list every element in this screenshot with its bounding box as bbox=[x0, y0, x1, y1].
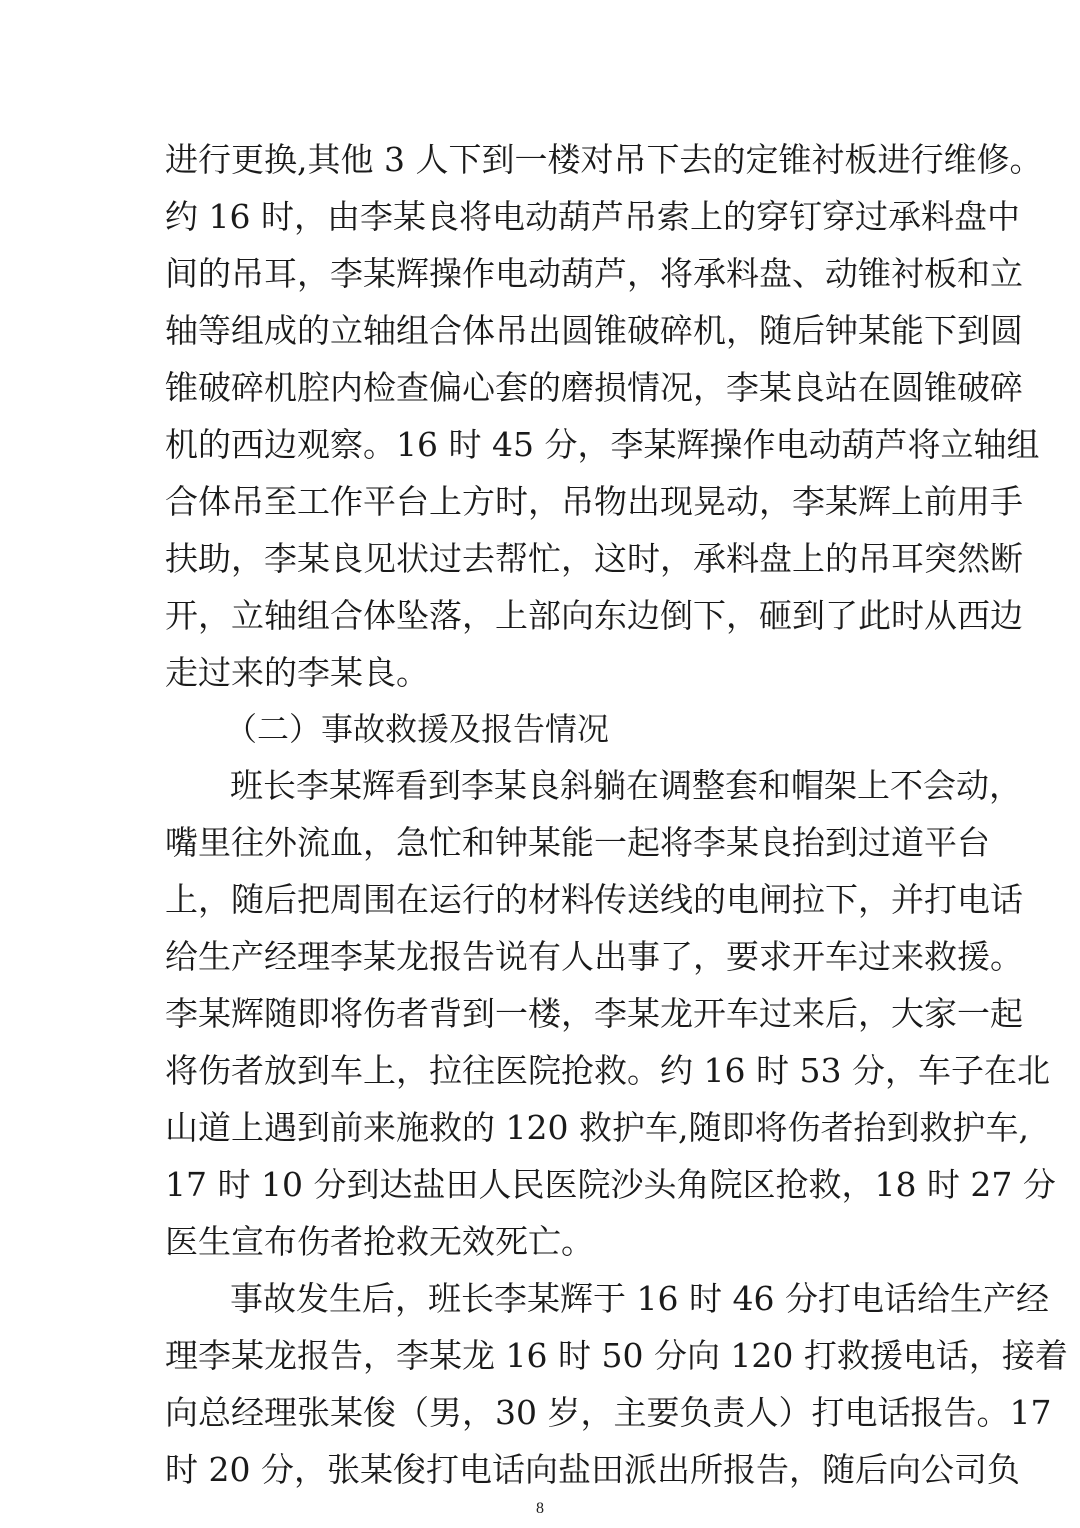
text-line: 给生产经理李某龙报告说有人出事了，要求开车过来救援。 bbox=[165, 937, 1023, 976]
section-heading: （二）事故救援及报告情况 bbox=[225, 710, 610, 748]
text-line: 医生宣布伤者抢救无效死亡。 bbox=[165, 1222, 594, 1261]
text-line: 理李某龙报告，李某龙 16 时 50 分向 120 打救援电话，接着 bbox=[165, 1336, 1068, 1375]
text-line: 17 时 10 分到达盐田人民医院沙头角院区抢救，18 时 27 分 bbox=[165, 1165, 1056, 1204]
text-line: 李某辉随即将伤者背到一楼，李某龙开车过来后，大家一起 bbox=[165, 994, 1023, 1033]
text-line: 事故发生后，班长李某辉于 16 时 46 分打电话给生产经 bbox=[230, 1279, 1049, 1318]
text-line: 开，立轴组合体坠落，上部向东边倒下，砸到了此时从西边 bbox=[165, 596, 1023, 635]
text-line: 锥破碎机腔内检查偏心套的磨损情况，李某良站在圆锥破碎 bbox=[165, 368, 1023, 407]
text-line: 向总经理张某俊（男，30 岁，主要负责人）打电话报告。17 bbox=[165, 1393, 1052, 1432]
text-line: 轴等组成的立轴组合体吊出圆锥破碎机，随后钟某能下到圆 bbox=[165, 311, 1023, 350]
text-line: 时 20 分，张某俊打电话向盐田派出所报告，随后向公司负 bbox=[165, 1450, 1020, 1489]
text-line: 进行更换,其他 3 人下到一楼对吊下去的定锥衬板进行维修。 bbox=[165, 140, 1043, 179]
text-line: 走过来的李某良。 bbox=[165, 653, 429, 692]
text-line: 约 16 时，由李某良将电动葫芦吊索上的穿钉穿过承料盘中 bbox=[165, 197, 1020, 236]
text-line: 山道上遇到前来施救的 120 救护车,随即将伤者抬到救护车, bbox=[165, 1108, 1029, 1147]
text-line: 上，随后把周围在运行的材料传送线的电闸拉下，并打电话 bbox=[165, 880, 1023, 919]
text-line: 嘴里往外流血，急忙和钟某能一起将李某良抬到过道平台 bbox=[165, 823, 990, 862]
text-line: 将伤者放到车上，拉往医院抢救。约 16 时 53 分，车子在北 bbox=[165, 1051, 1050, 1090]
text-line: 扶助，李某良见状过去帮忙，这时，承料盘上的吊耳突然断 bbox=[165, 539, 1023, 578]
text-line: 机的西边观察。16 时 45 分，李某辉操作电动葫芦将立轴组 bbox=[165, 425, 1040, 464]
page-number: 8 bbox=[536, 1500, 544, 1517]
text-line: 班长李某辉看到李某良斜躺在调整套和帽架上不会动， bbox=[230, 766, 1022, 805]
text-line: 合体吊至工作平台上方时，吊物出现晃动，李某辉上前用手 bbox=[165, 482, 1023, 521]
text-line: 间的吊耳，李某辉操作电动葫芦，将承料盘、动锥衬板和立 bbox=[165, 254, 1023, 293]
